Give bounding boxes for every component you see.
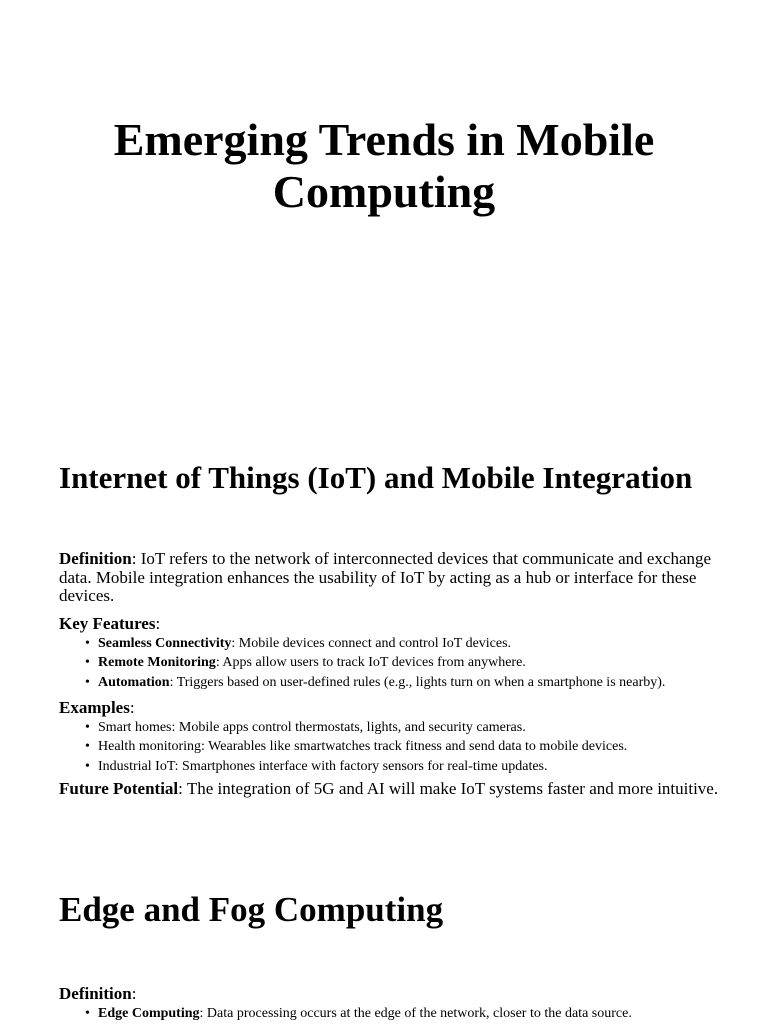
examples-heading: Examples: [59, 698, 135, 717]
example-text: Health monitoring: Wearables like smartwatches track fitness and send data to mobile devices. [98, 739, 628, 755]
future-potential-text: : The integration of 5G and AI will make IoT systems faster and more intuitive. [178, 779, 719, 798]
examples-label: Examples [59, 698, 130, 717]
examples-list [59, 718, 719, 776]
edge-definition-list [59, 1004, 719, 1023]
bullet-icon: • [85, 636, 90, 651]
list-item [59, 757, 719, 776]
edge-term: Edge Computing [98, 1006, 200, 1021]
list-item [59, 1004, 719, 1023]
iot-examples-block [59, 697, 719, 776]
key-features-label: Key Features [59, 614, 156, 633]
example-text: Industrial IoT: Smartphones interface with factory sensors for real-time updates. [98, 758, 548, 774]
iot-key-features-block [59, 613, 719, 692]
edge-definition-heading: Definition: [59, 984, 137, 1003]
bullet-icon: • [85, 720, 90, 735]
bullet-icon: • [85, 1006, 90, 1021]
list-item [59, 718, 719, 737]
iot-definition-text: : IoT refers to the network of interconnected devices that communicate and exchange data. Mobile integration enhances the usability of IoT by acting as a hub or interface for these devices. [59, 549, 712, 605]
bullet-icon: • [85, 655, 90, 671]
bullet-icon: • [85, 758, 90, 774]
list-item [59, 653, 719, 672]
example-text: Smart homes: Mobile apps control thermostats, lights, and security cameras. [98, 720, 526, 735]
edge-definition-block [59, 983, 719, 1023]
document-title: Emerging Trends in Mobile Computing [113, 114, 655, 217]
iot-definition-label: Definition [59, 549, 132, 568]
bullet-icon: • [85, 739, 90, 755]
iot-definition-block [59, 550, 719, 606]
feature-text: : Triggers based on user-defined rules (e.g., lights turn on when a smartphone is nearby). [169, 674, 666, 690]
future-potential-label: Future Potential [59, 779, 179, 798]
key-features-list [59, 634, 719, 692]
edge-text: : Data processing occurs at the edge of the network, closer to the data source. [199, 1006, 632, 1021]
bullet-icon: • [85, 674, 90, 690]
future-potential-paragraph [59, 780, 719, 799]
key-features-heading: Key Features: [59, 614, 161, 633]
edge-section-heading: Edge and Fog Computing [59, 890, 444, 929]
feature-term: Automation [98, 674, 170, 690]
feature-text: : Mobile devices connect and control IoT devices. [231, 636, 512, 651]
feature-term: Seamless Connectivity [98, 636, 232, 651]
feature-text: : Apps allow users to track IoT devices from anywhere. [215, 655, 526, 671]
iot-definition-paragraph [59, 550, 719, 606]
iot-future-block [59, 780, 719, 799]
list-item [59, 737, 719, 756]
list-item [59, 634, 719, 653]
iot-section-heading: Internet of Things (IoT) and Mobile Integration [59, 460, 693, 495]
list-item [59, 673, 719, 692]
feature-term: Remote Monitoring [98, 655, 216, 671]
edge-definition-label: Definition [59, 984, 132, 1003]
